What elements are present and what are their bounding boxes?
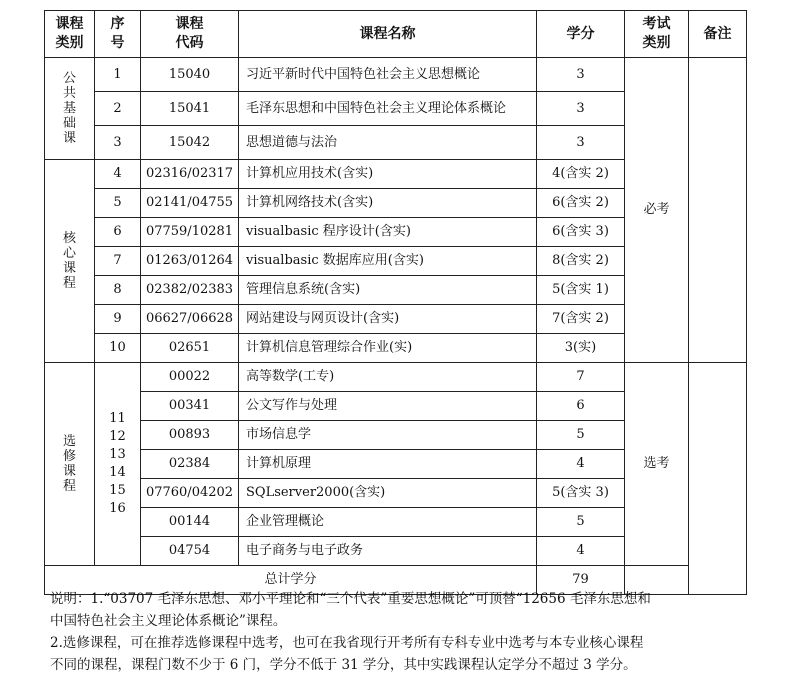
- code-cell: 15041: [141, 92, 239, 126]
- header-credit: 学分: [537, 11, 625, 58]
- credit-cell: 8(含实 2): [537, 247, 625, 276]
- seq-number: 14: [109, 465, 126, 480]
- name-cell: 习近平新时代中国特色社会主义思想概论: [239, 58, 537, 92]
- code-cell: 00144: [141, 508, 239, 537]
- notes-section: [50, 588, 750, 676]
- seq-number: 12: [109, 429, 126, 444]
- category-core: 核心课程: [45, 160, 95, 363]
- name-cell: 计算机原理: [239, 450, 537, 479]
- code-cell: 02651: [141, 334, 239, 363]
- elective-seq-cell: [95, 363, 141, 566]
- seq-cell: 3: [95, 126, 141, 160]
- credit-cell: 3: [537, 92, 625, 126]
- credit-cell: 3(实): [537, 334, 625, 363]
- code-cell: 15042: [141, 126, 239, 160]
- credit-cell: 7: [537, 363, 625, 392]
- seq-number: 15: [109, 483, 126, 498]
- name-cell: 计算机应用技术(含实): [239, 160, 537, 189]
- credit-cell: 5(含实 3): [537, 479, 625, 508]
- table-row: [45, 58, 747, 92]
- seq-number: 16: [109, 501, 126, 516]
- total-value: 79: [537, 566, 625, 595]
- exam-required: 必考: [625, 58, 689, 363]
- name-cell: 企业管理概论: [239, 508, 537, 537]
- header-seq: 序号: [95, 11, 141, 58]
- code-cell: 02316/02317: [141, 160, 239, 189]
- seq-cell: 10: [95, 334, 141, 363]
- name-cell: 高等数学(工专): [239, 363, 537, 392]
- name-cell: 公文写作与处理: [239, 392, 537, 421]
- name-cell: 思想道德与法治: [239, 126, 537, 160]
- header-category: 课程类别: [45, 11, 95, 58]
- name-cell: 管理信息系统(含实): [239, 276, 537, 305]
- seq-cell: 5: [95, 189, 141, 218]
- credit-cell: 7(含实 2): [537, 305, 625, 334]
- table-row: [45, 363, 747, 392]
- total-label: 总计学分: [45, 566, 537, 595]
- code-cell: 02382/02383: [141, 276, 239, 305]
- name-cell: 电子商务与电子政务: [239, 537, 537, 566]
- credit-cell: 4: [537, 537, 625, 566]
- code-cell: 07760/04202: [141, 479, 239, 508]
- credit-cell: 3: [537, 58, 625, 92]
- table-header-row: [45, 11, 747, 58]
- credit-cell: 6(含实 2): [537, 189, 625, 218]
- header-remark: 备注: [689, 11, 747, 58]
- name-cell: 网站建设与网页设计(含实): [239, 305, 537, 334]
- seq-cell: 7: [95, 247, 141, 276]
- note-line: 2.选修课程，可在推荐选修课程中选考，也可在我省现行开考所有专科专业中选考与本专业核心课程: [50, 635, 644, 651]
- seq-cell: 1: [95, 58, 141, 92]
- remark-cell: [689, 58, 747, 363]
- header-exam: 考试类别: [625, 11, 689, 58]
- elective-seq-list: [109, 410, 126, 518]
- credit-cell: 4(含实 2): [537, 160, 625, 189]
- seq-cell: 4: [95, 160, 141, 189]
- code-cell: 01263/01264: [141, 247, 239, 276]
- credit-cell: 5(含实 1): [537, 276, 625, 305]
- code-cell: 15040: [141, 58, 239, 92]
- credit-cell: 4: [537, 450, 625, 479]
- name-cell: SQLserver2000(含实): [239, 479, 537, 508]
- note-line: 不同的课程，课程门数不少于 6 门，学分不低于 31 学分，其中实践课程认定学分不超过 3 学分。: [50, 657, 637, 673]
- credit-cell: 5: [537, 421, 625, 450]
- seq-cell: 6: [95, 218, 141, 247]
- name-cell: 市场信息学: [239, 421, 537, 450]
- seq-cell: 9: [95, 305, 141, 334]
- category-public: 公共基础课: [45, 58, 95, 160]
- seq-number: 13: [109, 447, 126, 462]
- header-code: 课程代码: [141, 11, 239, 58]
- code-cell: 02384: [141, 450, 239, 479]
- seq-cell: 2: [95, 92, 141, 126]
- credit-cell: 6: [537, 392, 625, 421]
- curriculum-table: [44, 10, 747, 595]
- credit-cell: 5: [537, 508, 625, 537]
- header-name: 课程名称: [239, 11, 537, 58]
- name-cell: 计算机网络技术(含实): [239, 189, 537, 218]
- note-line: 说明：1.“03707 毛泽东思想、邓小平理论和“三个代表”重要思想概论”可顶替“12656 毛泽东思想和: [50, 591, 651, 607]
- credit-cell: 3: [537, 126, 625, 160]
- code-cell: 00341: [141, 392, 239, 421]
- exam-elective: 选考: [625, 363, 689, 566]
- code-cell: 00893: [141, 421, 239, 450]
- name-cell: visualbasic 数据库应用(含实): [239, 247, 537, 276]
- name-cell: visualbasic 程序设计(含实): [239, 218, 537, 247]
- code-cell: 07759/10281: [141, 218, 239, 247]
- code-cell: 02141/04755: [141, 189, 239, 218]
- name-cell: 毛泽东思想和中国特色社会主义理论体系概论: [239, 92, 537, 126]
- category-elective: 选修课程: [45, 363, 95, 566]
- code-cell: 04754: [141, 537, 239, 566]
- seq-number: 11: [109, 411, 126, 426]
- note-line: 中国特色社会主义理论体系概论”课程。: [50, 613, 287, 629]
- code-cell: 06627/06628: [141, 305, 239, 334]
- name-cell: 计算机信息管理综合作业(实): [239, 334, 537, 363]
- remark-cell: [689, 363, 747, 595]
- code-cell: 00022: [141, 363, 239, 392]
- credit-cell: 6(含实 3): [537, 218, 625, 247]
- seq-cell: 8: [95, 276, 141, 305]
